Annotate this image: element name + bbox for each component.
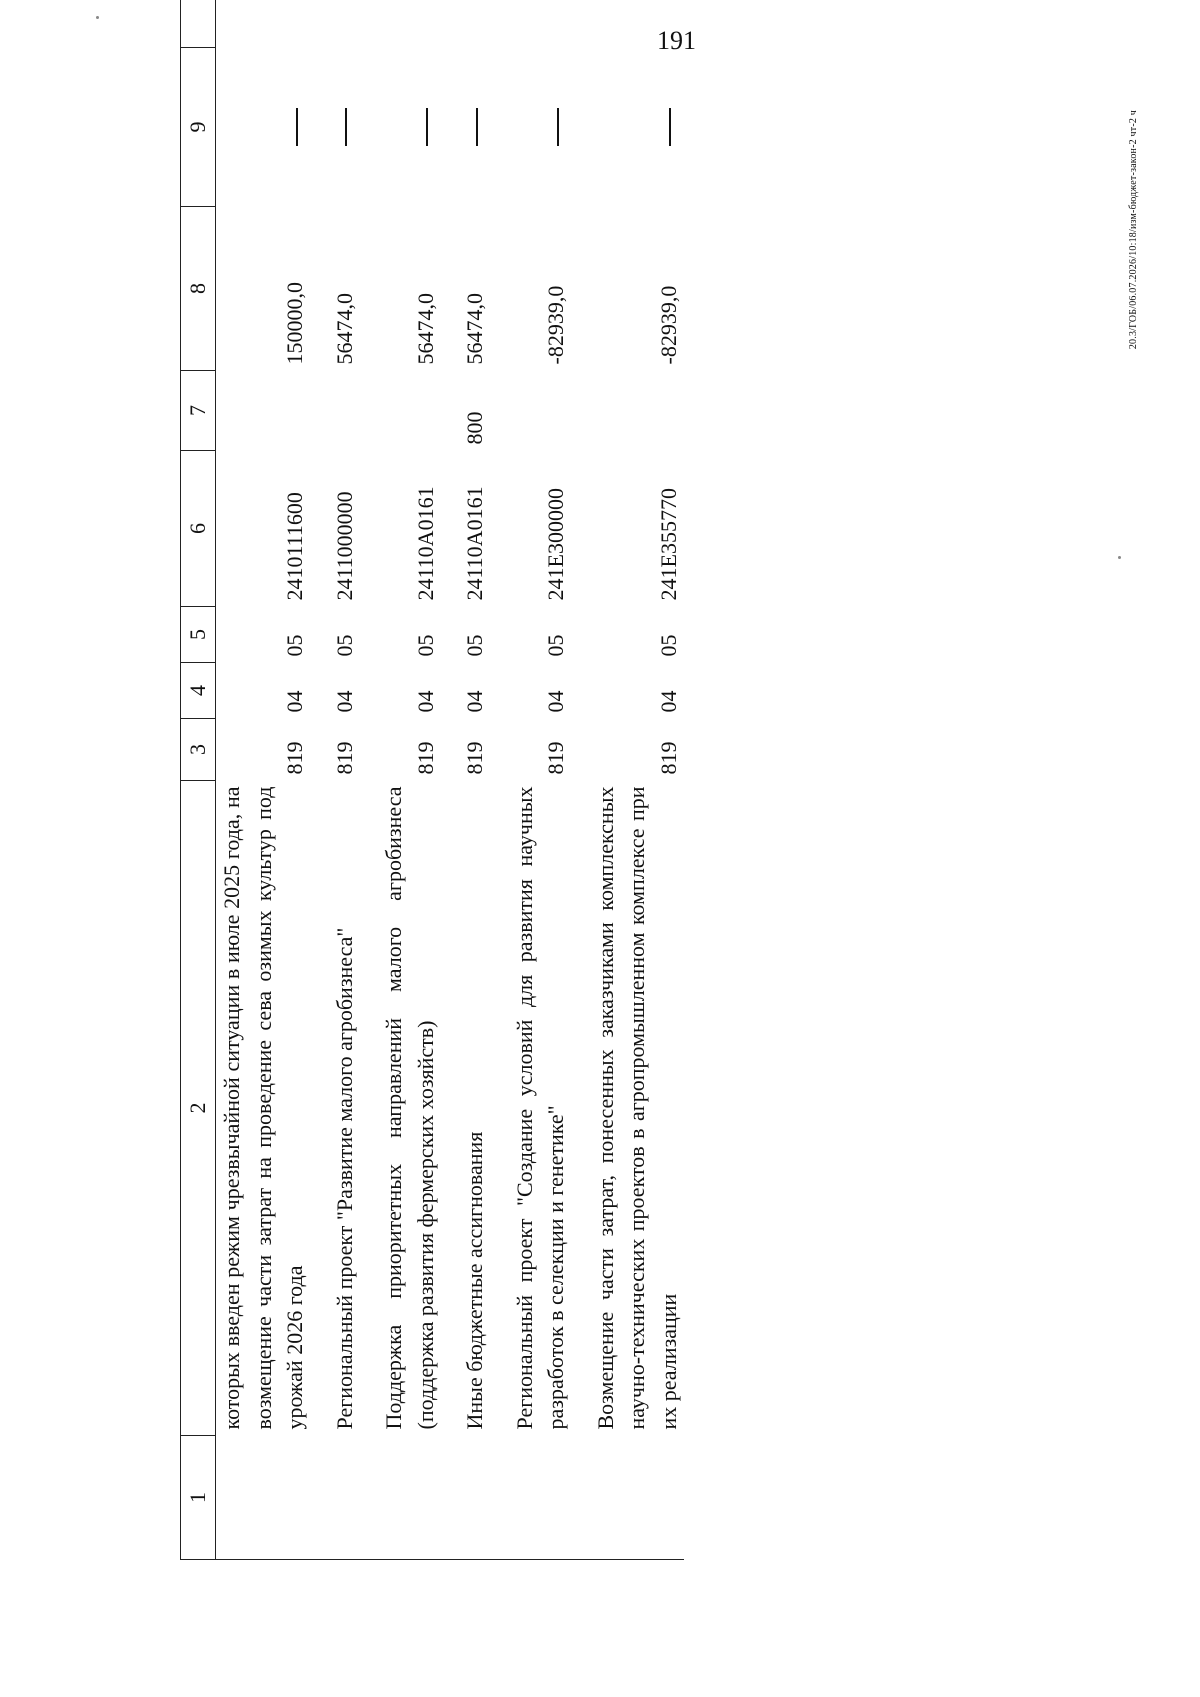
column-header-8: 8 [181, 207, 216, 371]
dash-mark [669, 108, 671, 146]
spacer-cell [491, 451, 509, 607]
column-header-2: 2 [181, 781, 216, 1436]
dash-mark [476, 108, 478, 146]
row-col1 [509, 1436, 572, 1560]
row-spacer [441, 0, 459, 1560]
column-header-9: 9 [181, 48, 216, 207]
spacer-cell [360, 781, 378, 1436]
spacer-cell [441, 1436, 459, 1560]
spacer-cell [572, 719, 590, 781]
row-col10 [590, 0, 685, 48]
row-spacer [572, 0, 590, 1560]
row-section-code: 04 [462, 690, 487, 713]
spacer-cell [311, 0, 329, 48]
row-name: Региональный проект "Создание условий для развития научных разработок в селекции и генетике" [511, 786, 568, 1430]
row-target-article: 24110A0161 [462, 486, 487, 601]
spacer-cell [311, 719, 329, 781]
table-row [590, 0, 685, 1560]
row-target-article: 2411000000 [331, 491, 357, 601]
spacer-cell [360, 0, 378, 48]
table-row [509, 0, 572, 1560]
row-expense-type [329, 371, 361, 451]
row-section-code: 04 [331, 690, 357, 713]
spacer-cell [441, 207, 459, 371]
column-header-7: 7 [181, 371, 216, 451]
row-col9 [509, 48, 572, 207]
spacer-cell [311, 451, 329, 607]
row-grbs-code: 819 [655, 741, 681, 775]
spacer-cell [311, 371, 329, 451]
row-col10 [216, 0, 311, 48]
row-target-article: 2410111600 [282, 492, 307, 601]
spacer-cell [572, 663, 590, 719]
spacer-cell [491, 719, 509, 781]
spacer-cell [441, 371, 459, 451]
row-subsection-code: 05 [543, 634, 568, 657]
row-section-code: 04 [282, 690, 307, 713]
spacer-cell [572, 371, 590, 451]
row-col1 [590, 1436, 685, 1560]
row-name: которых введен режим чрезвычайной ситуации в июле 2025 года, на возмещение части затрат на проведение сева озимых культур под урожай 2026 года [219, 786, 307, 1430]
scan-speck [1118, 556, 1121, 559]
row-grbs-code: 819 [462, 741, 487, 775]
row-col1 [216, 1436, 311, 1560]
spacer-cell [360, 207, 378, 371]
dash-mark [557, 108, 559, 146]
spacer-cell [441, 48, 459, 207]
row-subsection-code: 05 [331, 634, 357, 657]
row-amount: 56474,0 [462, 293, 487, 365]
row-grbs-code: 819 [412, 741, 438, 775]
spacer-cell [572, 207, 590, 371]
row-col10 [509, 0, 572, 48]
row-target-article: 241E355770 [655, 488, 681, 601]
column-header-3: 3 [181, 719, 216, 781]
row-spacer [311, 0, 329, 1560]
row-target-article: 24110A0161 [412, 486, 438, 601]
spacer-cell [491, 607, 509, 663]
row-subsection-code: 05 [462, 634, 487, 657]
dash-mark [345, 108, 347, 146]
row-amount: 56474,0 [412, 293, 438, 365]
spacer-cell [441, 0, 459, 48]
row-amount: 150000,0 [282, 282, 307, 365]
row-col9 [459, 48, 491, 207]
row-section-code: 04 [655, 690, 681, 713]
page-number: 191 [657, 26, 696, 55]
spacer-cell [360, 607, 378, 663]
spacer-cell [572, 781, 590, 1436]
row-target-article: 241E300000 [543, 488, 568, 601]
row-spacer [360, 0, 378, 1560]
row-section-code: 04 [412, 690, 438, 713]
row-col10 [378, 0, 441, 48]
row-expense-type: 800 [462, 411, 487, 445]
column-header-1: 1 [181, 1436, 216, 1560]
spacer-cell [491, 48, 509, 207]
spacer-cell [360, 48, 378, 207]
row-name: Иные бюджетные ассигнования [462, 1131, 487, 1430]
table-header-row [181, 0, 216, 1560]
row-amount: -82939,0 [655, 285, 681, 365]
spacer-cell [491, 781, 509, 1436]
spacer-cell [572, 48, 590, 207]
row-col1 [459, 1436, 491, 1560]
row-spacer [491, 0, 509, 1560]
row-expense-type [378, 371, 441, 451]
spacer-cell [311, 207, 329, 371]
spacer-cell [441, 781, 459, 1436]
row-subsection-code: 05 [412, 634, 438, 657]
spacer-cell [311, 781, 329, 1436]
spacer-cell [311, 48, 329, 207]
spacer-cell [311, 663, 329, 719]
row-col1 [329, 1436, 361, 1560]
row-subsection-code: 05 [282, 634, 307, 657]
spacer-cell [491, 207, 509, 371]
table-row [378, 0, 441, 1560]
dash-mark [426, 108, 428, 146]
table-row [329, 0, 361, 1560]
row-expense-type [509, 371, 572, 451]
spacer-cell [441, 607, 459, 663]
row-section-code: 04 [543, 690, 568, 713]
row-expense-type [216, 371, 311, 451]
row-col1 [378, 1436, 441, 1560]
row-grbs-code: 819 [543, 741, 568, 775]
spacer-cell [360, 663, 378, 719]
row-col10 [459, 0, 491, 48]
column-header-4: 4 [181, 663, 216, 719]
spacer-cell [360, 371, 378, 451]
row-name: Поддержка приоритетных направлений малого агробизнеса (поддержка развития фермерских хозяйств) [381, 786, 438, 1430]
row-col9 [590, 48, 685, 207]
row-grbs-code: 819 [331, 741, 357, 775]
spacer-cell [572, 607, 590, 663]
row-subsection-code: 05 [655, 634, 681, 657]
row-amount: -82939,0 [543, 285, 568, 365]
spacer-cell [311, 1436, 329, 1560]
column-header-6: 6 [181, 451, 216, 607]
row-col9 [378, 48, 441, 207]
spacer-cell [572, 1436, 590, 1560]
column-header-10 [181, 0, 216, 48]
row-col9 [329, 48, 361, 207]
spacer-cell [491, 0, 509, 48]
row-amount: 56474,0 [331, 293, 357, 365]
column-header-5: 5 [181, 607, 216, 663]
row-col10 [329, 0, 361, 48]
row-expense-type [590, 371, 685, 451]
spacer-cell [311, 607, 329, 663]
spacer-cell [491, 663, 509, 719]
spacer-cell [441, 663, 459, 719]
spacer-cell [441, 451, 459, 607]
budget-table [180, 0, 684, 1560]
row-name: Региональный проект "Развитие малого агробизнеса" [331, 927, 357, 1430]
row-grbs-code: 819 [282, 741, 307, 775]
spacer-cell [572, 451, 590, 607]
row-col9 [216, 48, 311, 207]
spacer-cell [441, 719, 459, 781]
scan-speck [96, 16, 99, 19]
table-row [459, 0, 491, 1560]
spacer-cell [360, 451, 378, 607]
spacer-cell [572, 0, 590, 48]
budget-table-sheet [180, 90, 1040, 1560]
document-footer-code: 20.3/ГОБ/06.07.2026/10:18/изм-бюджет-закон-2 чт-2 ч [1128, 110, 1139, 350]
spacer-cell [491, 1436, 509, 1560]
spacer-cell [360, 719, 378, 781]
row-name: Возмещение части затрат, понесенных заказчиками комплексных научно-технических проектов в агропромышленном комплексе при их реализации [592, 786, 681, 1430]
dash-mark [296, 108, 298, 146]
spacer-cell [491, 371, 509, 451]
table-row [216, 0, 311, 1560]
spacer-cell [360, 1436, 378, 1560]
